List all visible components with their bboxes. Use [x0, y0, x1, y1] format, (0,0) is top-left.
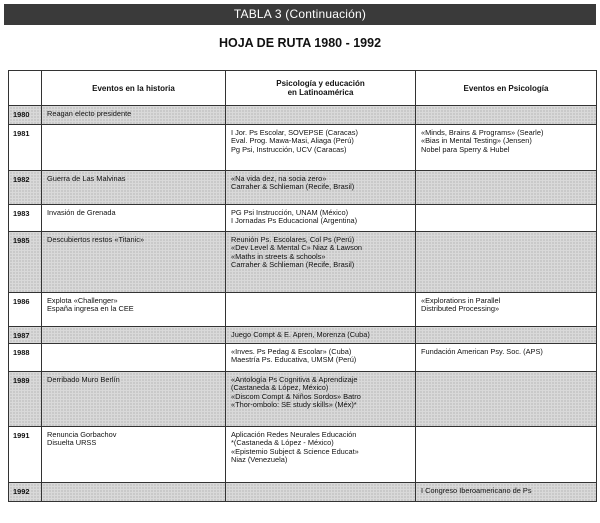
psych-entry: «Explorations in Parallel: [421, 296, 501, 305]
history-cell: [42, 125, 226, 171]
year-cell: 1986: [9, 293, 42, 327]
psych-entry: Distributed Processing»: [421, 304, 500, 314]
year-cell: 1992: [9, 483, 42, 502]
latin-entry: *(Castaneda & López - México): [231, 438, 334, 448]
table-row: [9, 483, 597, 502]
latin-entry: «Thor-ombolo: SE study skills» (Méx)*: [231, 399, 357, 409]
history-cell: [42, 171, 226, 205]
psych-entry: «Minds, Brains & Programs» (Searle): [421, 128, 544, 137]
latin-cell: [226, 327, 416, 344]
table-row: [9, 232, 597, 293]
psych-cell: [416, 293, 597, 327]
latin-entry: «Inves. Ps Pedag & Escolar» (Cuba): [231, 347, 352, 356]
latin-cell: [226, 293, 416, 327]
psych-cell: [416, 327, 597, 344]
latin-cell: [226, 205, 416, 232]
history-entry: Invasión de Grenada: [47, 208, 116, 217]
table-banner: TABLA 3 (Continuación): [4, 4, 596, 25]
latin-cell: [226, 483, 416, 502]
latin-entry: «Discom Compt & Niños Sordos» Batro: [231, 391, 361, 401]
history-entry: Renuncia Gorbachov: [47, 430, 117, 439]
year-cell: 1980: [9, 106, 42, 125]
latin-entry: Eval. Prog. Mawa-Masi, Aliaga (Perú): [231, 136, 354, 146]
latin-cell: [226, 232, 416, 293]
history-entry: Derribado Muro Berlín: [47, 375, 120, 384]
page-title: HOJA DE RUTA 1980 - 1992: [218, 36, 382, 50]
table-header-row: [9, 71, 597, 106]
history-cell: [42, 344, 226, 372]
table-row: [9, 293, 597, 327]
latin-entry: «Maths in streets & schools»: [231, 251, 326, 261]
psych-entry: Fundación American Psy. Soc. (APS): [421, 347, 543, 356]
year-cell: 1981: [9, 125, 42, 171]
history-column-header: Eventos en la historia: [42, 71, 226, 106]
latin-entry: «Epistemio Subject & Science Educat»: [231, 446, 359, 456]
latin-entry: Juego Compt & E. Apren, Morenza (Cuba): [231, 330, 370, 339]
latin-entry: Pg Psi, Instrucción, UCV (Caracas): [231, 144, 347, 154]
history-cell: [42, 293, 226, 327]
table-row: [9, 171, 597, 205]
year-cell: 1983: [9, 205, 42, 232]
history-cell: [42, 232, 226, 293]
table-row: [9, 427, 597, 483]
latin-cell: [226, 106, 416, 125]
history-cell: [42, 483, 226, 502]
latin-entry: Reunión Ps. Escolares, Col Ps (Perú): [231, 235, 355, 244]
year-cell: 1987: [9, 327, 42, 344]
psych-cell: [416, 372, 597, 427]
table-row: [9, 327, 597, 344]
table-row: [9, 344, 597, 372]
year-cell: 1989: [9, 372, 42, 427]
year-cell: 1985: [9, 232, 42, 293]
latin-cell: [226, 171, 416, 205]
latin-cell: [226, 427, 416, 483]
latin-cell: [226, 372, 416, 427]
latin-entry: «Antología Ps Cognitiva & Aprendizaje: [231, 375, 358, 384]
history-cell: [42, 372, 226, 427]
year-cell: 1991: [9, 427, 42, 483]
history-cell: [42, 106, 226, 125]
latin-entry: (Castaneda & López, México): [231, 383, 329, 393]
latin-entry: Maestría Ps. Educativa, UMSM (Perú): [231, 355, 357, 365]
year-cell: 1982: [9, 171, 42, 205]
latin-entry: I Jornadas Ps Educacional (Argentina): [231, 216, 358, 226]
table-row: [9, 106, 597, 125]
history-entry: Reagan electo presidente: [47, 109, 132, 118]
latin-entry: PG Psi Instrucción, UNAM (México): [231, 208, 349, 217]
psych-cell: [416, 171, 597, 205]
psych-entry: I Congreso Iberoamericano de Ps: [421, 486, 532, 495]
table-row: [9, 372, 597, 427]
history-cell: [42, 427, 226, 483]
table-row: [9, 205, 597, 232]
psych-cell: [416, 232, 597, 293]
history-cell: [42, 205, 226, 232]
latin-header-line-2: en Latinoamérica: [287, 88, 354, 97]
psych-cell: [416, 344, 597, 372]
latin-cell: [226, 344, 416, 372]
history-entry: Guerra de Las Malvinas: [47, 174, 126, 183]
latin-entry: «Na vida dez, na socia zero»: [231, 174, 327, 183]
psych-cell: [416, 125, 597, 171]
history-entry: Explota «Challenger»: [47, 296, 118, 305]
psych-cell: [416, 106, 597, 125]
latin-cell: [226, 125, 416, 171]
roadmap-table: [8, 70, 597, 502]
year-column-header: [9, 71, 42, 106]
history-cell: [42, 327, 226, 344]
latin-entry: Niaz (Venezuela): [231, 454, 288, 464]
history-entry: Descubiertos restos «Titanic»: [47, 235, 145, 244]
psych-cell: [416, 483, 597, 502]
latin-entry: «Dev Level & Mental C» Niaz & Lawson: [231, 243, 363, 253]
psych-column-header: Eventos en Psicología: [416, 71, 597, 106]
latin-entry: I Jor. Ps Escolar, SOVEPSE (Caracas): [231, 128, 358, 137]
latin-entry: Carraher & Schlieman (Recife, Brasil): [231, 182, 355, 192]
psych-cell: [416, 205, 597, 232]
latin-entry: Carraher & Schlieman (Recife, Brasil): [231, 259, 355, 269]
psych-entry: «Bias in Mental Testing» (Jensen): [421, 136, 532, 146]
psych-cell: [416, 427, 597, 483]
year-cell: 1988: [9, 344, 42, 372]
latin-column-header: [226, 71, 416, 106]
latin-header-line-1: Psicología y educación: [276, 79, 365, 88]
history-entry: Disuelta URSS: [47, 438, 97, 448]
history-entry: España ingresa en la CEE: [47, 304, 134, 314]
table-row: [9, 125, 597, 171]
psych-entry: Nobel para Sperry & Hubel: [421, 144, 510, 154]
latin-entry: Aplicación Redes Neurales Educación: [231, 430, 357, 439]
